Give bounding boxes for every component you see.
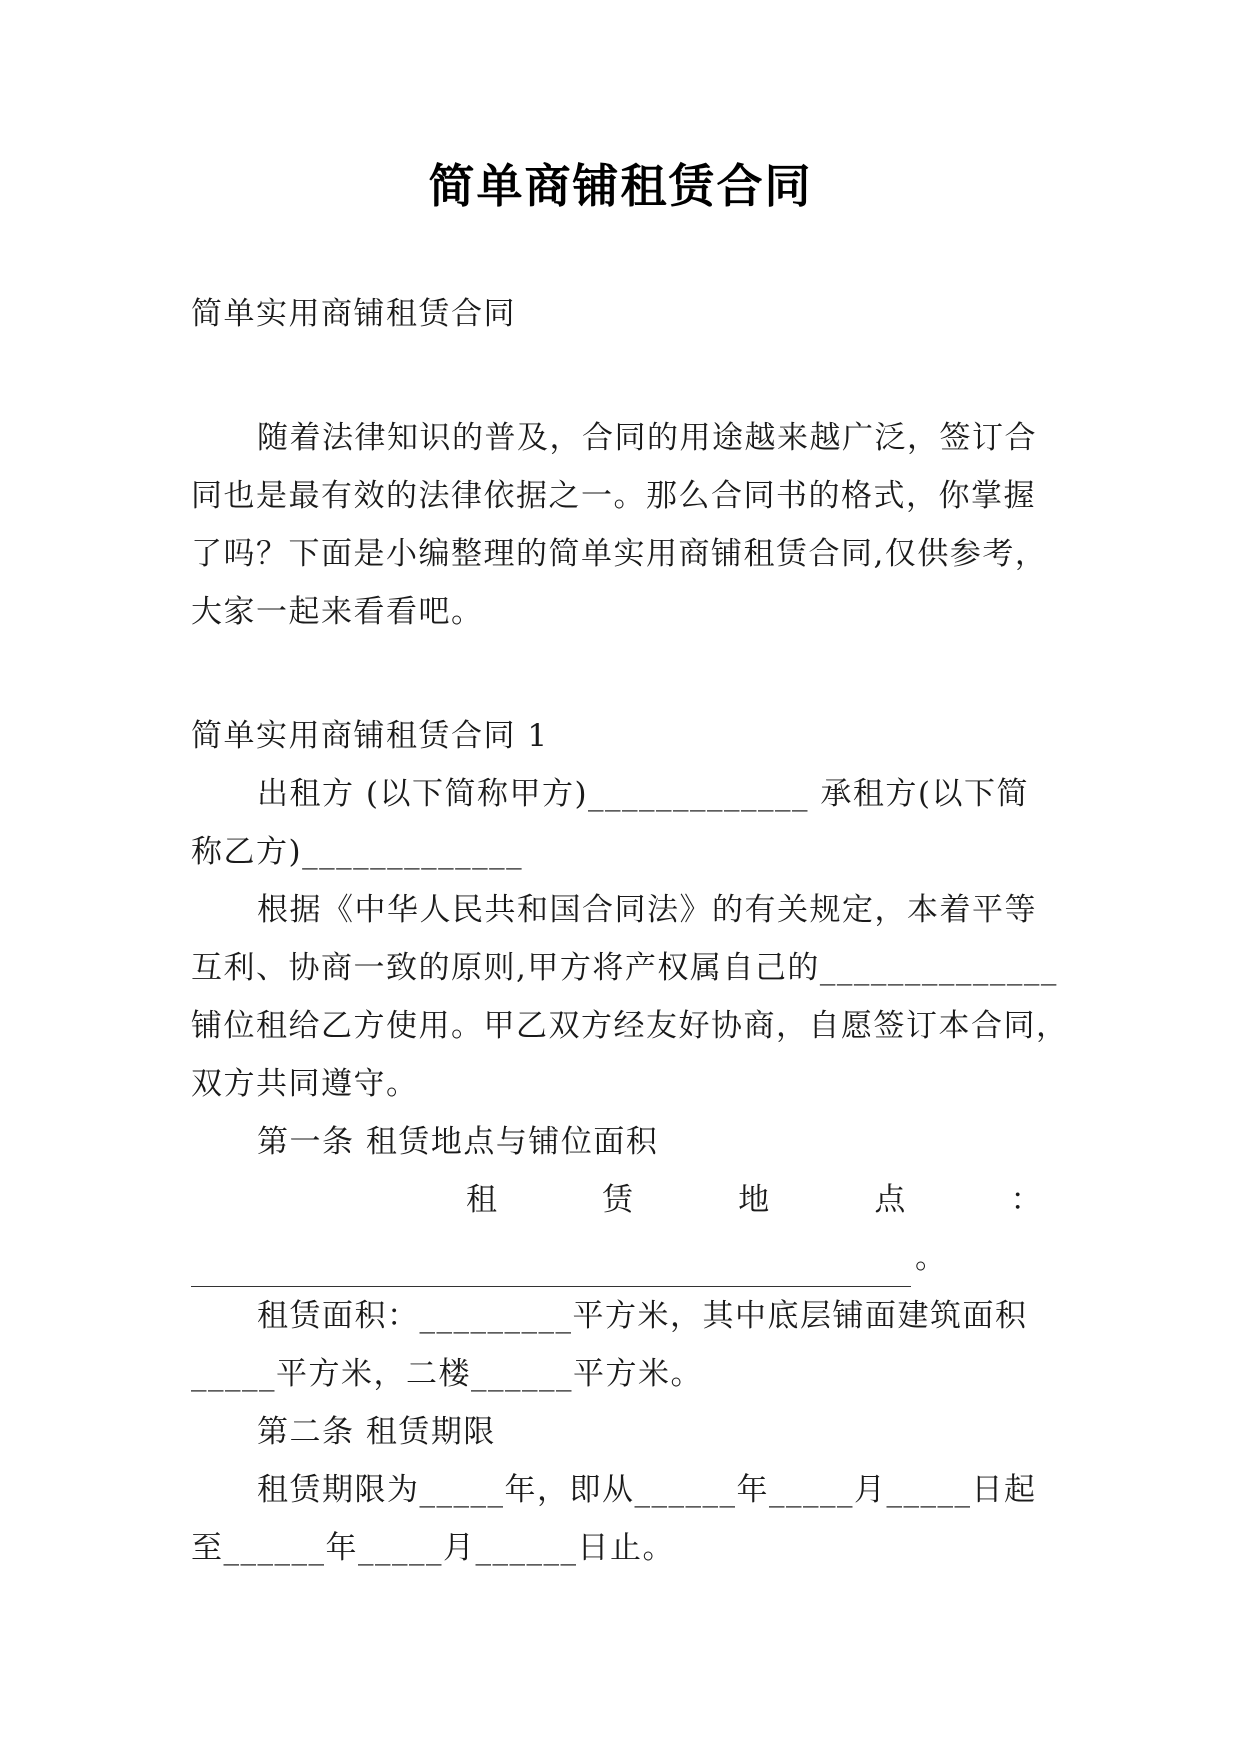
article1-heading: 第一条 租赁地点与铺位面积 xyxy=(257,1124,659,1160)
preamble-line: 双方共同遵守。 xyxy=(191,1066,419,1102)
parties-line: 出租方 (以下简称甲方)_____________ 承租方(以下简 xyxy=(257,776,1029,812)
location-char: ： xyxy=(1010,1182,1043,1218)
term-line: 至______年_____月______日止。 xyxy=(191,1530,675,1566)
preamble-paragraph xyxy=(191,881,1069,1113)
document-body xyxy=(191,285,1069,1577)
intro-line: 大家一起来看看吧。 xyxy=(191,594,484,630)
intro-line: 随着法律知识的普及，合同的用途越来越广泛，签订合 xyxy=(257,420,1037,456)
parties-line: 称乙方)_____________ xyxy=(191,834,524,870)
preamble-line: 互利、协商一致的原则,甲方将产权属自己的______________ xyxy=(191,950,1058,986)
rental-location-blank xyxy=(191,1229,1053,1287)
article2-heading: 第二条 租赁期限 xyxy=(257,1414,496,1450)
location-char: 地 xyxy=(738,1182,771,1218)
fill-in-blank xyxy=(191,1248,911,1287)
parties-paragraph xyxy=(191,765,1053,881)
area-paragraph xyxy=(191,1287,1053,1403)
term-line: 租赁期限为_____年，即从______年_____月_____日起 xyxy=(257,1472,1037,1508)
preamble-line: 铺位租给乙方使用。甲乙双方经友好协商，自愿签订本合同， xyxy=(191,1008,1069,1044)
location-char: 赁 xyxy=(602,1182,635,1218)
section-heading: 简单实用商铺租赁合同 1 xyxy=(191,718,549,754)
intro-line: 同也是最有效的法律依据之一。那么合同书的格式，你掌握 xyxy=(191,478,1036,514)
location-char: 点 xyxy=(874,1182,907,1218)
document-title: 简单商铺租赁合同 xyxy=(428,159,813,213)
location-char: 租 xyxy=(466,1182,499,1218)
intro-line: 了吗？下面是小编整理的简单实用商铺租赁合同,仅供参考， xyxy=(191,536,1048,572)
intro-paragraph xyxy=(191,409,1053,641)
area-line: _____平方米，二楼______平方米。 xyxy=(191,1356,703,1392)
preamble-line: 根据《中华人民共和国合同法》的有关规定，本着平等 xyxy=(257,892,1037,928)
term-paragraph xyxy=(191,1461,1053,1577)
area-line: 租赁面积：_________平方米，其中底层铺面建筑面积 xyxy=(257,1298,1028,1334)
rental-location-label xyxy=(191,1171,1053,1229)
document-subtitle: 简单实用商铺租赁合同 xyxy=(191,296,516,332)
location-end: 。 xyxy=(915,1240,948,1276)
